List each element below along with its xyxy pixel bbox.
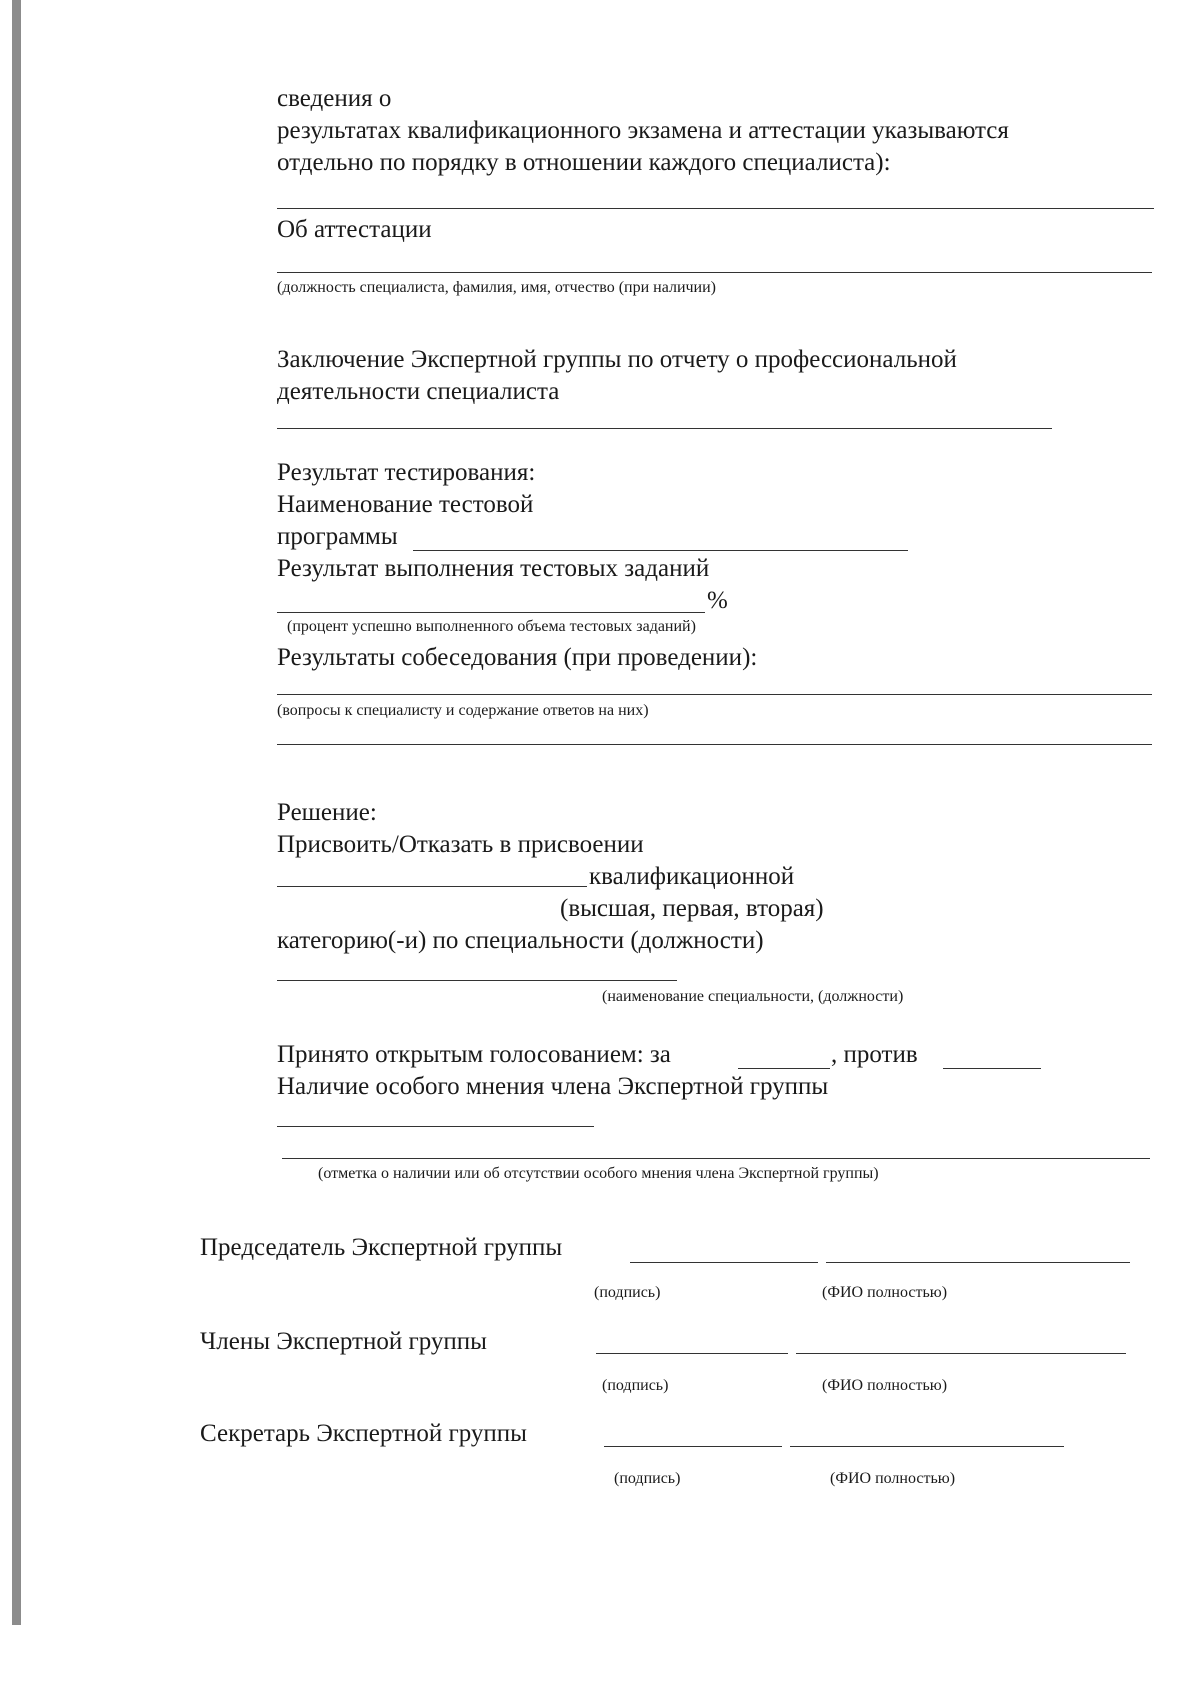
- chair-name-line: [826, 1262, 1130, 1263]
- chair-label: Председатель Экспертной группы: [200, 1234, 563, 1261]
- secretary-name-line: [790, 1446, 1064, 1447]
- chair-signature-line: [630, 1262, 818, 1263]
- specialty-caption: (наименование специальности, (должности): [602, 988, 904, 1005]
- members-sign-caption: (подпись): [602, 1377, 669, 1394]
- dissent-mark-line: [282, 1158, 1150, 1159]
- category-label: категорию(-и) по специальности (должности): [277, 927, 764, 954]
- members-label: Члены Экспертной группы: [200, 1328, 487, 1355]
- specialist-info-line: [277, 208, 1154, 209]
- attestation-caption: (должность специалиста, фамилия, имя, отчество (при наличии): [277, 279, 716, 296]
- test-program-label-1: Наименование тестовой: [277, 491, 534, 518]
- interview-heading: Результаты собеседования (при проведении):: [277, 644, 758, 671]
- members-signature-line: [596, 1353, 788, 1354]
- secretary-label: Секретарь Экспертной группы: [200, 1420, 527, 1447]
- conclusion-line: [277, 428, 1052, 429]
- decision-heading: Решение:: [277, 799, 377, 826]
- levels-caption: (высшая, первая, вторая): [560, 895, 824, 922]
- interview-line-1: [277, 694, 1152, 695]
- dissent-member-line: [277, 1126, 594, 1127]
- interview-caption: (вопросы к специалисту и содержание ответов на них): [277, 702, 649, 719]
- conclusion-line-1: Заключение Экспертной группы по отчету о профессиональной: [277, 346, 957, 373]
- conclusion-line-2: деятельности специалиста: [277, 378, 560, 405]
- intro-line-1: сведения о: [277, 85, 392, 112]
- votes-against-line: [943, 1068, 1041, 1069]
- test-program-label-2: программы: [277, 523, 398, 550]
- members-name-caption: (ФИО полностью): [822, 1377, 948, 1394]
- attestation-line: [277, 272, 1152, 273]
- category-level-line: [277, 886, 587, 887]
- votes-for-line: [738, 1068, 830, 1069]
- testing-heading: Результат тестирования:: [277, 459, 536, 486]
- percent-caption: (процент успешно выполненного объема тестовых заданий): [287, 618, 696, 635]
- chair-sign-caption: (подпись): [594, 1284, 661, 1301]
- test-program-line: [413, 550, 908, 551]
- assign-label: Присвоить/Отказать в присвоении: [277, 831, 644, 858]
- specialty-line: [277, 980, 677, 981]
- intro-line-2: результатах квалификационного экзамена и аттестации указываются: [277, 117, 1009, 144]
- interview-line-2: [277, 744, 1152, 745]
- secretary-signature-line: [604, 1446, 782, 1447]
- secretary-name-caption: (ФИО полностью): [830, 1470, 956, 1487]
- secretary-sign-caption: (подпись): [614, 1470, 681, 1487]
- tasks-percent-line: [277, 612, 705, 613]
- qualification-label: квалификационной: [589, 863, 795, 890]
- voting-against-label: , против: [831, 1041, 918, 1068]
- voting-for-label: Принято открытым голосованием: за: [277, 1041, 671, 1068]
- members-name-line: [796, 1353, 1126, 1354]
- dissent-caption: (отметка о наличии или об отсутствии особого мнения члена Экспертной группы): [318, 1165, 879, 1182]
- chair-name-caption: (ФИО полностью): [822, 1284, 948, 1301]
- tasks-result-label: Результат выполнения тестовых заданий: [277, 555, 710, 582]
- percent-sign: %: [707, 587, 728, 614]
- scan-edge: [12, 0, 21, 1625]
- intro-line-3: отдельно по порядку в отношении каждого специалиста):: [277, 149, 891, 176]
- dissent-label: Наличие особого мнения члена Экспертной группы: [277, 1073, 829, 1100]
- attestation-heading: Об аттестации: [277, 216, 432, 243]
